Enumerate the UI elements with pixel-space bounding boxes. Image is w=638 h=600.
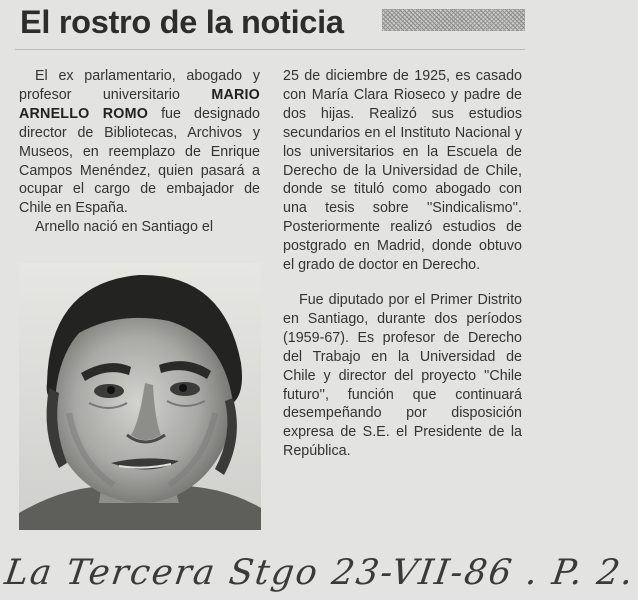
person-name: MARIO ARNELLO ROMO — [19, 86, 260, 122]
divider — [15, 49, 525, 50]
paragraph-1-rest: fue designado director de Bibliotecas, Archivos y Museos, en reemplazo de Enrique Campos Menéndez, quien pasará a ocupar el cargo de embajador de Chile en España. — [19, 105, 260, 217]
paragraph-2-continued: 25 de diciembre de 1925, es casado con María Clara Rioseco y padre de dos hijas. Realizó sus estudios secundarios en el Instituto Nacional y los universitarios en la Escuela de Derecho de la Universidad de Chile, donde se tituló como abogado con una tesis sobre ''Sindicalismo''. Posteriormente realizó estudios de postgrado en Madrid, donde obtuvo el grado de doctor en Derecho. — [283, 68, 522, 274]
paragraph-2-start: Arnello nació en Santiago el — [35, 219, 214, 236]
headline: El rostro de la noticia — [20, 4, 344, 40]
handwritten-source-note: La Tercera Stgo 23-VII-86 . P. 2. — [2, 553, 638, 593]
paragraph-3: Fue diputado por el Primer Distrito en Santiago, durante dos períodos (1959-67). Es profesor de Derecho del Trabajo en la Universidad de Chile y director del proyecto ''Chile futuro'', función que continuará desempeñando por disposición expresa de S.E. el Presidente de la República. — [283, 291, 522, 460]
paragraph-1 — [19, 67, 260, 218]
right-column — [283, 67, 522, 461]
portrait-photo — [19, 263, 261, 530]
left-column — [19, 67, 260, 237]
intro-text: El ex parlamentario, abogado y profesor universitario — [19, 68, 260, 103]
decorative-hatch-bar — [382, 9, 525, 31]
